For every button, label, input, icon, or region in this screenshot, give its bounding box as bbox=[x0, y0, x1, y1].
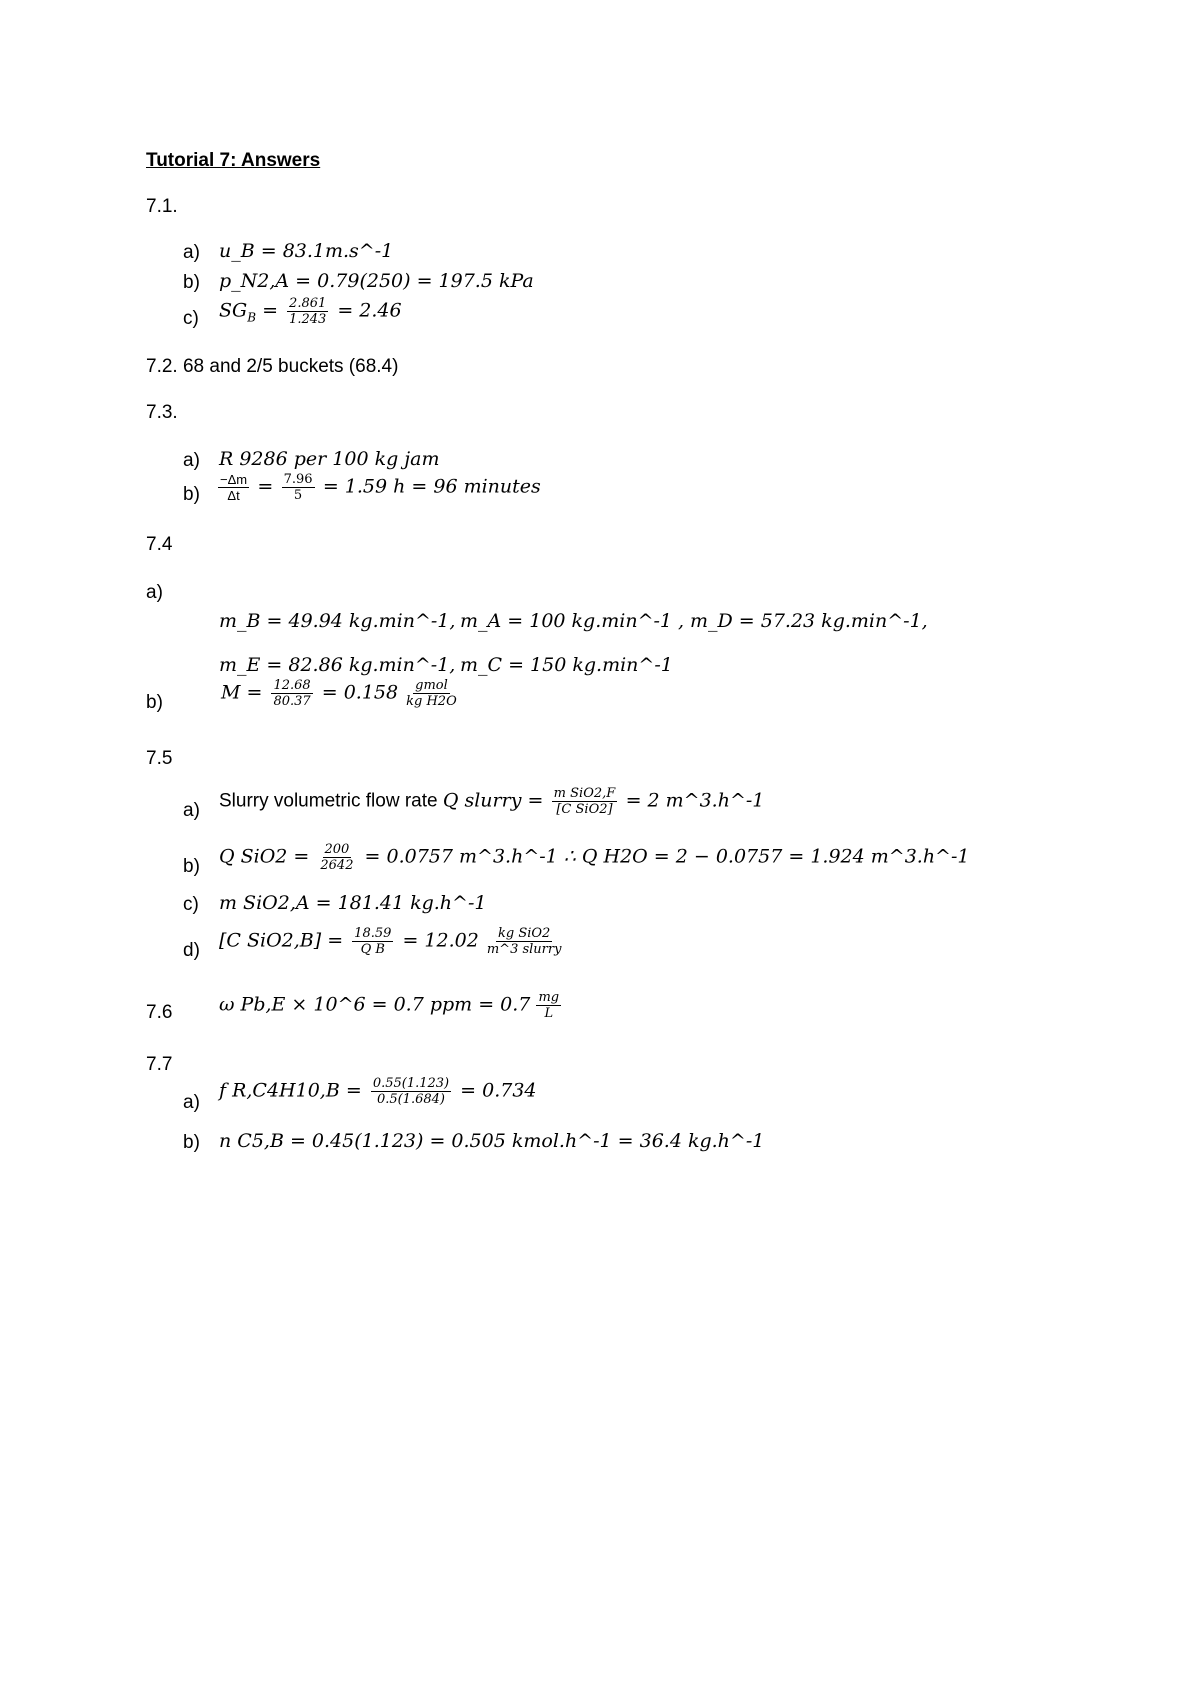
question-number-7-7: 7.7 bbox=[146, 1054, 173, 1075]
item-label: a) bbox=[146, 582, 163, 603]
answer-7-5-a: Slurry volumetric flow rate Q slurry = $\frac{\text{m SiO2,F}}{\text{[C SiO2]}}$ = 2 m^3.h^-1 bbox=[219, 786, 765, 817]
question-7-2: 7.2. 68 and 2/5 buckets (68.4) bbox=[146, 356, 399, 377]
answer-7-4-mE: m_E = 82.86 kg.min^-1, bbox=[219, 654, 456, 676]
answer-7-4-mB: m_B = 49.94 kg.min^-1, bbox=[219, 610, 456, 632]
question-number-7-5: 7.5 bbox=[146, 748, 173, 769]
answer-7-3-a: R 9286 per 100 kg jam bbox=[219, 448, 440, 470]
item-label: a) bbox=[183, 800, 200, 821]
fraction: $\frac{200}{2642}$ bbox=[320, 842, 354, 873]
answer-7-7-b: n C5,B = 0.45(1.123) = 0.505 kmol.h^-1 = 36.4 kg.h^-1 bbox=[219, 1130, 765, 1152]
fraction: $\frac{18.59}{\text{Q B}}$ bbox=[354, 926, 392, 957]
item-label: b) bbox=[183, 1132, 200, 1153]
item-label: c) bbox=[183, 894, 199, 915]
question-number-7-3: 7.3. bbox=[146, 402, 178, 423]
question-number-7-1: 7.1. bbox=[146, 196, 178, 217]
answer-7-4-mC: m_C = 150 kg.min^-1 bbox=[460, 654, 673, 676]
answer-7-3-b: $\frac{-\Delta m}{\Delta t}$ = $\frac{7.96}{5}$ = 1.59 h = 96 minutes bbox=[220, 472, 541, 503]
question-number-7-4: 7.4 bbox=[146, 534, 173, 555]
unit-fraction: $\frac{mg}{L}$ bbox=[538, 990, 560, 1021]
item-label: b) bbox=[183, 272, 200, 293]
fraction: $\frac{12.68}{80.37}$ bbox=[273, 678, 311, 709]
answer-7-1-b: p_N2,A = 0.79(250) = 197.5 kPa bbox=[219, 270, 534, 292]
answer-7-7-a: f R,C4H10,B = $\frac{0.55(1.123)}{0.5(1.684)}$ = 0.734 bbox=[219, 1076, 537, 1107]
answer-7-5-b: Q SiO2 = $\frac{200}{2642}$ = 0.0757 m^3.h^-1 ∴ Q H2O = 2 − 0.0757 = 1.924 m^3.h^-1 bbox=[219, 842, 970, 873]
unit-fraction: $\frac{\text{gmol}}{\text{kg H2O}}$ bbox=[406, 678, 457, 709]
answer-7-5-d: [C SiO2,B] = $\frac{18.59}{\text{Q B}}$ = 12.02 $\frac{\text{kg SiO2}}{\text{m\textasciicircum{}3 slurry}}$ bbox=[219, 926, 562, 957]
fraction: $\frac{7.96}{5}$ bbox=[283, 472, 313, 503]
fraction: $\frac{-\Delta m}{\Delta t}$ bbox=[220, 472, 248, 503]
item-label: b) bbox=[146, 692, 163, 713]
item-label: c) bbox=[183, 308, 199, 329]
item-label: a) bbox=[183, 242, 200, 263]
answer-7-6: ω Pb,E × 10^6 = 0.7 ppm = 0.7 $\frac{mg}{L}$ bbox=[219, 990, 560, 1021]
fraction: $\frac{\text{m SiO2,F}}{\text{[C SiO2]}}$ bbox=[553, 786, 616, 817]
fraction: $\frac{2.861}{1.243}$ bbox=[289, 296, 327, 327]
item-label: b) bbox=[183, 856, 200, 877]
page-title: Tutorial 7: Answers bbox=[146, 150, 321, 171]
item-label: a) bbox=[183, 1092, 200, 1113]
answer-7-4-b: M = $\frac{12.68}{80.37}$ = 0.158 $\frac{\text{gmol}}{\text{kg H2O}}$ bbox=[221, 678, 457, 709]
answer-7-4-mD: m_D = 57.23 kg.min^-1, bbox=[690, 610, 928, 632]
question-number-7-6: 7.6 bbox=[146, 1002, 173, 1023]
item-label: b) bbox=[183, 484, 200, 505]
item-label: a) bbox=[183, 450, 200, 471]
unit-fraction: $\frac{\text{kg SiO2}}{\text{m\textasciicircum{}3 slurry}}$ bbox=[486, 926, 562, 957]
answer-7-1-c: $SG_B$ = $\frac{2.861}{1.243}$ = 2.46 bbox=[219, 296, 402, 327]
answer-7-4-mA: m_A = 100 kg.min^-1 , bbox=[460, 610, 685, 632]
item-label: d) bbox=[183, 940, 200, 961]
answer-7-5-c: m SiO2,A = 181.41 kg.h^-1 bbox=[219, 892, 487, 914]
answer-7-1-a: u_B = 83.1m.s^-1 bbox=[219, 240, 394, 262]
fraction: $\frac{0.55(1.123)}{0.5(1.684)}$ bbox=[372, 1076, 450, 1107]
